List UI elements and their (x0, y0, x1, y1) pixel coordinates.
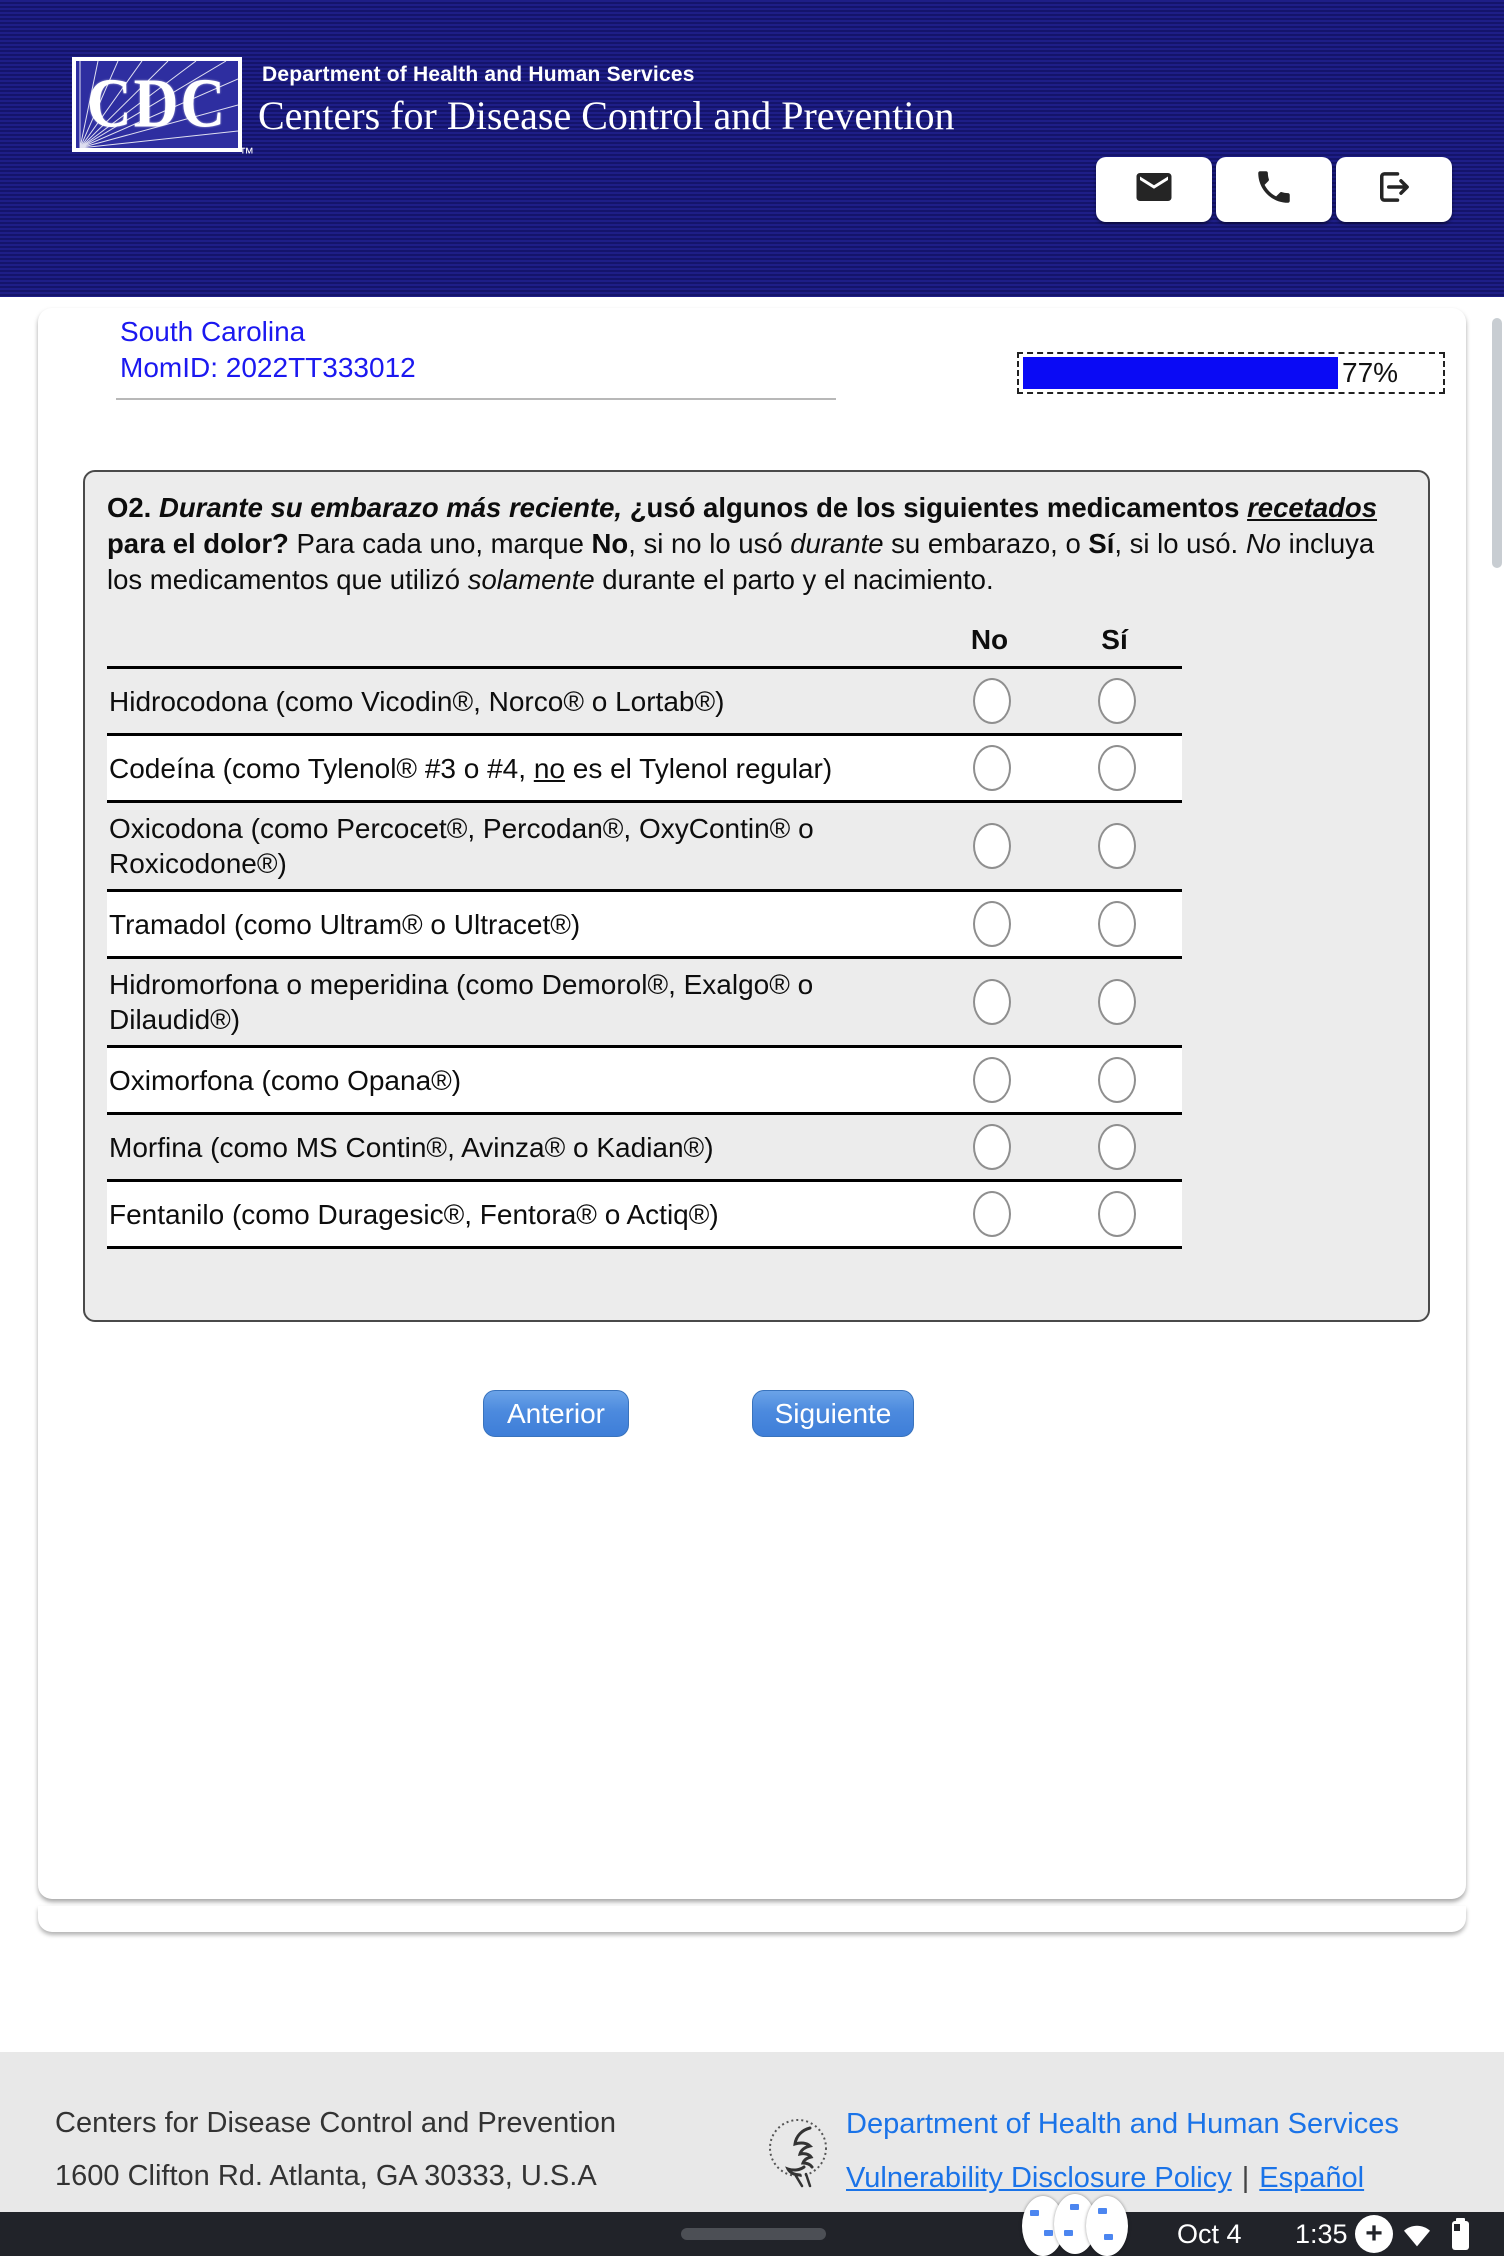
column-header-si: Sí (1101, 624, 1128, 655)
footer-links-row (846, 2162, 1364, 2195)
table-row (107, 1182, 1182, 1249)
radio-si[interactable] (1098, 979, 1136, 1025)
radio-si[interactable] (1098, 901, 1136, 947)
progress-bar-fill (1023, 357, 1338, 389)
medication-label: Morfina (como MS Contin®, Avinza® o Kadian®) (109, 1131, 714, 1163)
table-header (107, 624, 1182, 666)
radio-no[interactable] (973, 1191, 1011, 1237)
radio-cell-no (929, 823, 1054, 869)
cdc-logo (72, 57, 254, 162)
radio-cell-si (1054, 823, 1179, 869)
footer-org: Centers for Disease Control and Prevention (55, 2107, 616, 2139)
radio-cell-si (1054, 745, 1179, 791)
table-row (107, 803, 1182, 892)
progress-bar (1017, 352, 1445, 394)
radio-cell-si (1054, 979, 1179, 1025)
radio-si[interactable] (1098, 1191, 1136, 1237)
radio-cell-no (929, 901, 1054, 947)
nav-handle-pill[interactable] (681, 2228, 826, 2240)
table-row (107, 736, 1182, 803)
table-row (107, 959, 1182, 1048)
radio-cell-no (929, 678, 1054, 724)
plus-circle-icon[interactable]: + (1355, 2215, 1393, 2253)
radio-cell-no (929, 1124, 1054, 1170)
mom-id-label: MomID: 2022TT333012 (120, 352, 416, 383)
radio-si[interactable] (1098, 1124, 1136, 1170)
radio-no[interactable] (973, 745, 1011, 791)
radio-cell-no (929, 1057, 1054, 1103)
table-row (107, 1048, 1182, 1115)
radio-cell-si (1054, 1057, 1179, 1103)
next-button[interactable]: Siguiente (752, 1390, 914, 1437)
hhs-eagle-icon (766, 2110, 834, 2210)
cdc-logo-letters: CDC (86, 65, 228, 143)
medication-label: Fentanilo (como Duragesic®, Fentora® o Actiq®) (109, 1198, 719, 1230)
footer-link-hhs[interactable]: Department of Health and Human Services (846, 2108, 1399, 2140)
radio-cell-si (1054, 1191, 1179, 1237)
table-body (107, 666, 1182, 1249)
medication-label: Hidromorfona o meperidina (como Demorol®, Exalgo® o Dilaudid®) (109, 969, 814, 1035)
radio-cell-no (929, 745, 1054, 791)
phone-button[interactable] (1216, 157, 1332, 222)
mail-button[interactable] (1096, 157, 1212, 222)
divider-line (116, 398, 836, 400)
logout-icon (1373, 166, 1415, 213)
medication-label: Oxicodona (como Percocet®, Percodan®, OxyContin® o Roxicodone®) (109, 813, 814, 879)
phone-icon (1253, 166, 1295, 213)
radio-no[interactable] (973, 1124, 1011, 1170)
footer-link-espanol[interactable]: Español (1259, 2162, 1365, 2194)
question-text: O2. Durante su embarazo más reciente, ¿usó algunos de los siguientes medicamentos recetados para el dolor? Para cada uno, marque No, si no lo usó durante su embarazo, o Sí, si lo usó. No incluya los medicamentos que utilizó solamente durante el parto y el nacimiento. (107, 492, 1378, 595)
footer-link-separator: | (1241, 2162, 1250, 2194)
radio-cell-si (1054, 1124, 1179, 1170)
table-row (107, 1115, 1182, 1182)
medication-table (107, 624, 1182, 1249)
previous-button[interactable]: Anterior (483, 1390, 629, 1437)
medication-label: Oximorfona (como Opana®) (109, 1064, 462, 1096)
wifi-icon (1402, 2221, 1432, 2247)
radio-si[interactable] (1098, 823, 1136, 869)
radio-no[interactable] (973, 1057, 1011, 1103)
page-footer (0, 2052, 1504, 2212)
footer-address: 1600 Clifton Rd. Atlanta, GA 30333, U.S.A (55, 2160, 597, 2192)
radio-cell-no (929, 1191, 1054, 1237)
radio-cell-si (1054, 678, 1179, 724)
radio-cell-si (1054, 901, 1179, 947)
footer-link-vulnerability[interactable]: Vulnerability Disclosure Policy (846, 2162, 1232, 2194)
medication-label: Tramadol (como Ultram® o Ultracet®) (109, 908, 581, 940)
scrollbar-thumb[interactable] (1492, 318, 1502, 568)
radio-si[interactable] (1098, 745, 1136, 791)
progress-percent: 77% (1342, 357, 1399, 388)
radio-no[interactable] (973, 678, 1011, 724)
header-department-line: Department of Health and Human Services (262, 63, 695, 86)
question-box (83, 470, 1430, 1322)
android-taskbar (0, 2212, 1504, 2256)
header-org-line: Centers for Disease Control and Prevention (258, 93, 955, 138)
status-time: 1:35 (1295, 2219, 1348, 2249)
radio-no[interactable] (973, 823, 1011, 869)
card-footer-strip (38, 1906, 1466, 1932)
cdc-header-banner (0, 0, 1504, 297)
logout-button[interactable] (1336, 157, 1452, 222)
cdc-trademark: ™ (239, 145, 254, 162)
mail-icon (1133, 166, 1175, 213)
table-row (107, 669, 1182, 736)
medication-label: Hidrocodona (como Vicodin®, Norco® o Lortab®) (109, 685, 725, 717)
radio-si[interactable] (1098, 1057, 1136, 1103)
battery-icon (1452, 2218, 1469, 2250)
radio-no[interactable] (973, 979, 1011, 1025)
table-row (107, 892, 1182, 959)
app-thumbnail[interactable] (1086, 2196, 1128, 2256)
column-header-no: No (970, 624, 1009, 655)
state-label: South Carolina (120, 316, 306, 347)
recent-apps-thumbnails[interactable] (1022, 2194, 1132, 2256)
medication-label: Codeína (como Tylenol® #3 o #4, no es el Tylenol regular) (109, 752, 833, 784)
radio-si[interactable] (1098, 678, 1136, 724)
survey-card (38, 308, 1466, 1899)
radio-no[interactable] (973, 901, 1011, 947)
radio-cell-no (929, 979, 1054, 1025)
status-date: Oct 4 (1177, 2219, 1242, 2249)
